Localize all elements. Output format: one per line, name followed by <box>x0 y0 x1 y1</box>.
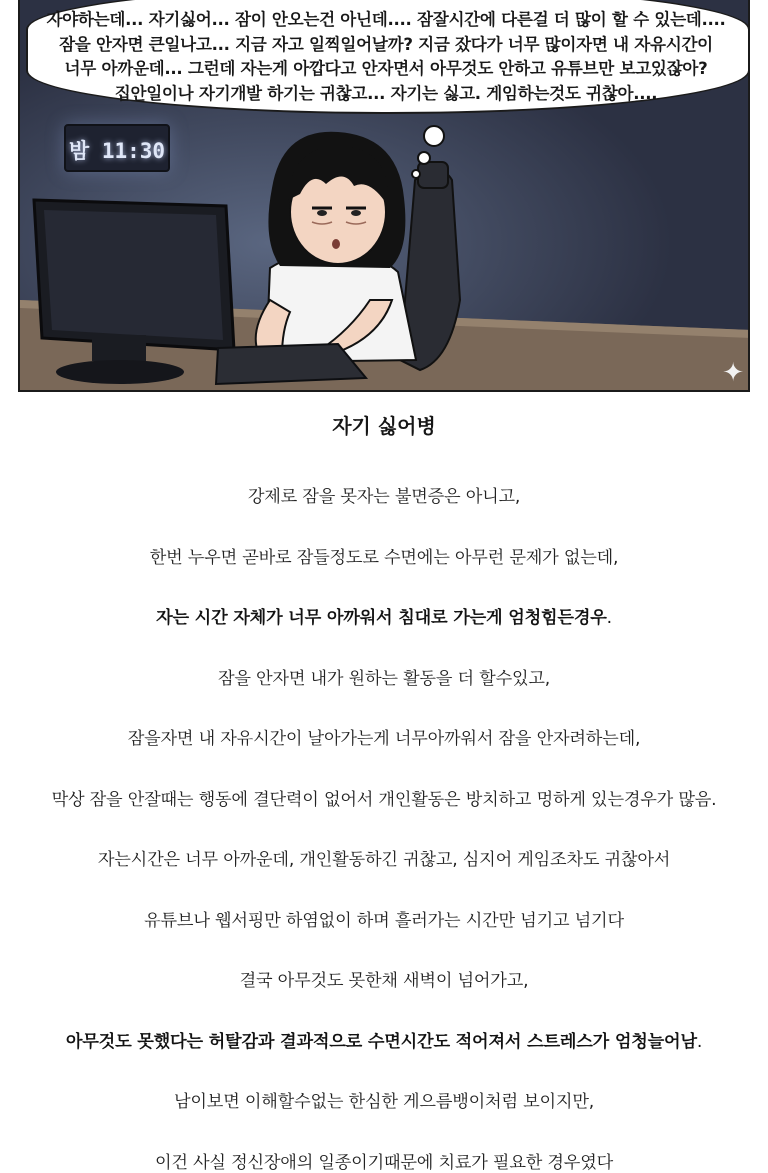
article-paragraph <box>0 482 768 507</box>
article-paragraph <box>0 906 768 931</box>
article-paragraph <box>0 543 768 568</box>
article-paragraph <box>0 845 768 870</box>
paragraph-text: 결국 아무것도 못한채 새벽이 넘어가고, <box>239 971 529 991</box>
paragraph-text: 한번 누우면 곧바로 잠들정도로 수면에는 아무런 문제가 없는데, <box>149 547 619 568</box>
paragraph-text: 이건 사실 정신장애의 일종이기때문에 치료가 필요한 경우였다 <box>154 1152 614 1173</box>
paragraph-text: 아무것도 못했다는 허탈감과 결과적으로 수면시간도 적어져서 스트레스가 엄청늘어남 <box>65 1031 697 1052</box>
paragraph-text: 자는시간은 너무 아까운데, 개인활동하긴 귀찮고, 심지어 게임조차도 귀찮아서 <box>97 850 671 870</box>
article-paragraph <box>0 966 768 991</box>
paragraph-text: 유튜브나 웹서핑만 하염없이 하며 흘러가는 시간만 넘기고 넘기다 <box>144 910 624 931</box>
article-paragraph <box>0 1027 768 1052</box>
paragraph-text: 강제로 잠을 못자는 불면증은 아니고, <box>247 487 521 507</box>
paragraph-text: 잠을 안자면 내가 원하는 활동을 더 할수있고, <box>217 668 551 689</box>
comic-panel <box>18 0 750 392</box>
article-paragraph <box>0 664 768 689</box>
speech-line: 집안일이나 자기개발 하기는 귀찮고... 자기는 싫고. 게임하는것도 귀찮아.... <box>114 83 658 103</box>
paragraph-text: 잠을자면 내 자유시간이 날아가는게 너무아까워서 잠을 안자려하는데, <box>127 729 641 749</box>
speech-line: 너무 아까운데... 그런데 자는게 아깝다고 안자면서 아무것도 안하고 유튜브만 보고있잖아? <box>64 59 708 78</box>
speech-line: 자야하는데... 자기싫어... 잠이 안오는건 아닌데.... 잠잘시간에 다른걸 더 많이 할 수 있는데.... <box>46 10 726 29</box>
article-title: 자기 싫어병 <box>332 414 436 438</box>
keyboard <box>216 344 366 384</box>
article-paragraph <box>0 1148 768 1173</box>
article-paragraph <box>0 1087 768 1112</box>
article-paragraph <box>0 603 768 628</box>
paragraph-suffix: . <box>696 1031 703 1052</box>
clock-time: 밤 11:30 <box>68 139 166 163</box>
article-paragraph <box>0 785 768 810</box>
paragraph-text: 막상 잠을 안잘때는 행동에 결단력이 없어서 개인활동은 방치하고 멍하게 있는경우가 많음. <box>51 789 717 810</box>
paragraph-text: 자는 시간 자체가 너무 아까워서 침대로 가는게 엄청힘든경우 <box>156 608 607 628</box>
character <box>256 132 416 362</box>
speech-bubble-text <box>20 0 750 106</box>
paragraph-text: 남이보면 이해할수없는 한심한 게으름뱅이처럼 보이지만, <box>174 1092 594 1112</box>
paragraph-suffix: . <box>606 608 612 628</box>
sparkle-icon: ✦ <box>722 358 744 388</box>
digital-clock <box>64 124 170 172</box>
article-paragraph <box>0 724 768 749</box>
speech-line: 잠을 안자면 큰일나고... 지금 자고 일찍일어날까? 지금 잤다가 너무 많이자면 내 자유시간이 <box>59 34 713 54</box>
